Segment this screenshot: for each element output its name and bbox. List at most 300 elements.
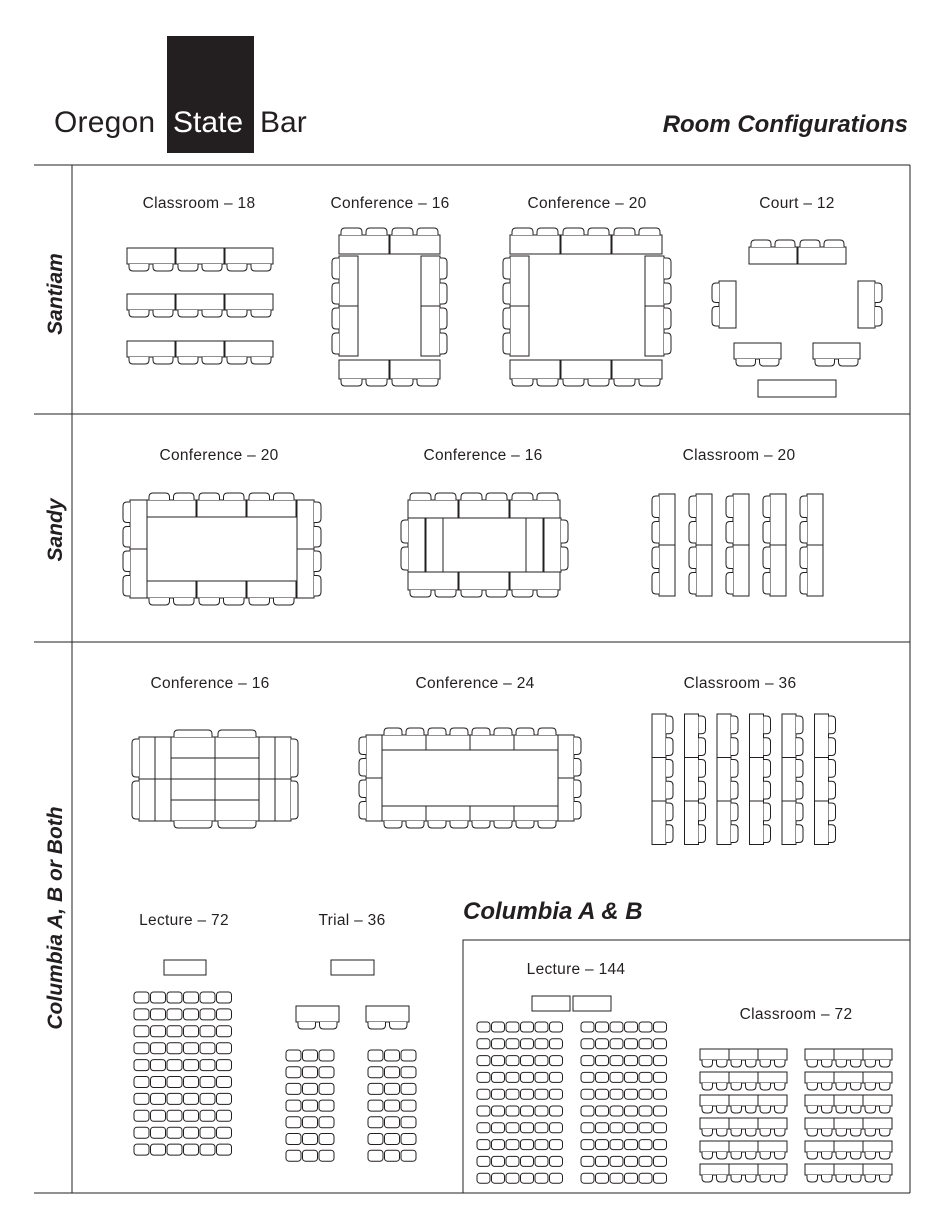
table	[510, 360, 560, 379]
table	[275, 737, 291, 779]
seat	[151, 1093, 166, 1104]
seat	[401, 1100, 416, 1111]
chair	[699, 716, 706, 734]
seat	[167, 1144, 182, 1155]
table	[685, 801, 699, 845]
seat	[625, 1089, 638, 1099]
table	[390, 235, 440, 254]
seat	[654, 1039, 667, 1049]
chair	[538, 821, 556, 828]
seat	[550, 1022, 563, 1032]
chair	[341, 379, 362, 386]
seat	[596, 1056, 609, 1066]
chair	[406, 728, 424, 735]
table	[717, 758, 731, 802]
table	[421, 256, 440, 306]
seat	[401, 1083, 416, 1094]
seat	[134, 992, 149, 1003]
chair	[652, 573, 659, 595]
chair	[764, 716, 771, 734]
table	[758, 1118, 787, 1129]
plan-columbia-ab-classroom	[700, 1049, 892, 1182]
chair	[807, 1060, 818, 1067]
chair	[829, 825, 836, 843]
chair	[666, 760, 673, 778]
seat	[385, 1100, 400, 1111]
table	[858, 281, 875, 328]
seat	[385, 1150, 400, 1161]
chair	[836, 1060, 847, 1067]
seat	[550, 1089, 563, 1099]
table	[782, 758, 796, 802]
table	[782, 714, 796, 758]
chair	[880, 1152, 891, 1159]
chair	[563, 228, 584, 235]
chair	[538, 728, 556, 735]
table	[382, 735, 426, 750]
seat	[151, 1110, 166, 1121]
chair	[666, 825, 673, 843]
chair	[503, 283, 510, 304]
seat	[477, 1039, 490, 1049]
chair	[428, 821, 446, 828]
chair	[764, 760, 771, 778]
plan-columbia-lecture	[134, 960, 232, 1155]
table	[176, 294, 224, 310]
seat	[385, 1083, 400, 1094]
logo-text-box: State	[173, 106, 244, 139]
table	[758, 1095, 787, 1106]
seat	[217, 1077, 232, 1088]
seat	[385, 1134, 400, 1145]
table	[366, 735, 382, 778]
chair	[512, 379, 533, 386]
chair	[537, 590, 558, 597]
chair	[836, 1106, 847, 1113]
chair	[829, 781, 836, 799]
seat	[319, 1083, 334, 1094]
table	[510, 256, 529, 306]
chair	[384, 728, 402, 735]
seat	[639, 1106, 652, 1116]
seat	[492, 1140, 505, 1150]
table	[366, 778, 382, 821]
table	[510, 235, 560, 254]
chair	[829, 716, 836, 734]
seat	[581, 1056, 594, 1066]
seat	[134, 1043, 149, 1054]
chair	[149, 598, 170, 605]
seat	[184, 1077, 199, 1088]
chair	[664, 333, 671, 354]
chair	[712, 283, 719, 303]
table	[758, 1141, 787, 1152]
seat	[286, 1150, 301, 1161]
chair	[689, 573, 696, 595]
chair	[639, 379, 660, 386]
chair	[664, 283, 671, 304]
table	[729, 1049, 758, 1060]
chair	[174, 730, 212, 737]
table	[390, 360, 440, 379]
seat	[184, 1026, 199, 1037]
chair	[392, 228, 413, 235]
table	[758, 1049, 787, 1060]
chair	[880, 1175, 891, 1182]
chair	[880, 1106, 891, 1113]
chair	[359, 737, 366, 755]
table	[215, 737, 259, 758]
seat	[167, 1043, 182, 1054]
table	[652, 758, 666, 802]
chair	[865, 1106, 876, 1113]
table	[275, 779, 291, 821]
seat	[654, 1072, 667, 1082]
chair	[666, 738, 673, 756]
chair	[807, 1106, 818, 1113]
chair	[218, 730, 256, 737]
chair	[461, 493, 482, 500]
seat	[477, 1140, 490, 1150]
chair	[875, 307, 882, 327]
table	[526, 518, 543, 572]
plan-columbia-trial	[286, 960, 416, 1161]
seat	[167, 1077, 182, 1088]
chair	[851, 1152, 862, 1159]
chair	[129, 310, 149, 317]
chair	[763, 547, 770, 569]
caption-columbia-conference-24: Conference – 24	[415, 675, 535, 692]
seat	[550, 1056, 563, 1066]
plan-santiam-court	[712, 240, 882, 397]
chair	[129, 264, 149, 271]
chair	[717, 1060, 728, 1067]
seat	[581, 1140, 594, 1150]
seat	[184, 992, 199, 1003]
seat	[200, 1077, 215, 1088]
table	[171, 800, 215, 821]
chair	[760, 1106, 771, 1113]
caption-columbia-lecture: Lecture – 72	[139, 912, 229, 929]
chair	[440, 258, 447, 279]
chair	[717, 1175, 728, 1182]
table	[834, 1164, 863, 1175]
chair	[274, 598, 295, 605]
table	[652, 714, 666, 758]
chair	[851, 1106, 862, 1113]
chair	[652, 496, 659, 518]
chair	[775, 240, 795, 247]
seat	[550, 1156, 563, 1166]
chair	[760, 1083, 771, 1090]
chair	[702, 1152, 713, 1159]
chair	[836, 1175, 847, 1182]
chair	[764, 738, 771, 756]
seat	[477, 1022, 490, 1032]
chair	[717, 1106, 728, 1113]
seat	[319, 1050, 334, 1061]
seat	[151, 992, 166, 1003]
seat	[368, 1117, 383, 1128]
chair	[486, 590, 507, 597]
seat	[477, 1123, 490, 1133]
chair	[298, 1022, 316, 1029]
table	[147, 500, 196, 517]
seat	[477, 1072, 490, 1082]
logo-text-right: Bar	[260, 106, 307, 139]
table	[366, 1006, 409, 1022]
seat	[535, 1106, 548, 1116]
chair	[227, 310, 247, 317]
table	[770, 545, 786, 596]
table	[805, 1141, 834, 1152]
table	[147, 581, 196, 598]
seat	[535, 1039, 548, 1049]
chair	[503, 333, 510, 354]
plan-santiam-conference-20	[503, 228, 671, 386]
seat	[535, 1089, 548, 1099]
seat	[506, 1039, 519, 1049]
table	[758, 1164, 787, 1175]
table	[225, 341, 273, 357]
seat	[625, 1156, 638, 1166]
seat	[610, 1156, 623, 1166]
chair	[880, 1060, 891, 1067]
chair	[291, 739, 298, 777]
seat	[303, 1067, 318, 1078]
chair	[332, 258, 339, 279]
chair	[251, 357, 271, 364]
table	[659, 494, 675, 545]
seat	[506, 1173, 519, 1183]
table	[863, 1164, 892, 1175]
seat	[535, 1156, 548, 1166]
chair	[731, 1175, 742, 1182]
chair	[865, 1129, 876, 1136]
chair	[699, 825, 706, 843]
seat	[596, 1140, 609, 1150]
chair	[664, 258, 671, 279]
seat	[654, 1022, 667, 1032]
seat	[506, 1106, 519, 1116]
chair	[796, 716, 803, 734]
table	[510, 500, 560, 518]
seat	[151, 1043, 166, 1054]
table	[729, 1095, 758, 1106]
table	[339, 256, 358, 306]
seat	[134, 1127, 149, 1138]
seat	[581, 1089, 594, 1099]
seat	[477, 1106, 490, 1116]
seat	[610, 1072, 623, 1082]
seat	[134, 1009, 149, 1020]
chair	[880, 1083, 891, 1090]
caption-santiam-conference-20: Conference – 20	[527, 195, 647, 212]
seat	[596, 1039, 609, 1049]
seat	[654, 1089, 667, 1099]
chair	[822, 1060, 833, 1067]
chair	[760, 1152, 771, 1159]
seat	[167, 1009, 182, 1020]
table	[652, 801, 666, 845]
table	[700, 1164, 729, 1175]
chair	[763, 522, 770, 544]
chair	[503, 258, 510, 279]
chair	[401, 520, 408, 543]
chair	[796, 738, 803, 756]
table	[470, 806, 514, 821]
seat	[303, 1083, 318, 1094]
seat	[610, 1106, 623, 1116]
row-label-santiam: Santiam	[44, 253, 67, 335]
seat	[639, 1089, 652, 1099]
table	[155, 737, 171, 779]
chair	[807, 1152, 818, 1159]
chair	[836, 1083, 847, 1090]
seat	[596, 1022, 609, 1032]
table	[297, 500, 314, 549]
chair	[764, 825, 771, 843]
table	[805, 1164, 834, 1175]
caption-santiam-classroom: Classroom – 18	[142, 195, 256, 212]
chair	[450, 821, 468, 828]
caption-sandy-conference-20: Conference – 20	[159, 447, 279, 464]
chair	[717, 1129, 728, 1136]
seat	[303, 1117, 318, 1128]
seat	[654, 1123, 667, 1133]
seat	[217, 1110, 232, 1121]
chair	[699, 760, 706, 778]
table	[470, 735, 514, 750]
chair	[359, 759, 366, 777]
seat	[550, 1123, 563, 1133]
table	[171, 758, 215, 779]
seat	[581, 1156, 594, 1166]
seat	[368, 1150, 383, 1161]
seat	[625, 1022, 638, 1032]
chair	[702, 1129, 713, 1136]
table	[700, 1072, 729, 1083]
seat	[492, 1156, 505, 1166]
chair	[440, 308, 447, 329]
plan-columbia-classroom	[652, 714, 836, 845]
seat	[654, 1173, 667, 1183]
table	[408, 500, 458, 518]
seat	[477, 1089, 490, 1099]
chair	[726, 522, 733, 544]
chair	[614, 228, 635, 235]
seat	[535, 1072, 548, 1082]
seat	[639, 1140, 652, 1150]
chair	[227, 357, 247, 364]
seat	[521, 1039, 534, 1049]
seat	[401, 1067, 416, 1078]
seat	[654, 1140, 667, 1150]
seat	[134, 1110, 149, 1121]
chair	[561, 547, 568, 570]
chair	[202, 264, 222, 271]
table	[339, 235, 389, 254]
table	[758, 380, 836, 397]
chair	[764, 803, 771, 821]
chair	[731, 803, 738, 821]
chair	[702, 1060, 713, 1067]
seat	[286, 1117, 301, 1128]
chair	[851, 1175, 862, 1182]
chair	[149, 493, 170, 500]
seat	[319, 1117, 334, 1128]
seat	[581, 1072, 594, 1082]
seat	[217, 1026, 232, 1037]
chair	[435, 590, 456, 597]
seat	[303, 1150, 318, 1161]
table	[459, 500, 509, 518]
seat	[521, 1089, 534, 1099]
chair	[588, 228, 609, 235]
table	[510, 306, 529, 356]
chair	[486, 493, 507, 500]
section-title-columbia-ab: Columbia A & B	[463, 898, 643, 925]
chair	[227, 264, 247, 271]
chair	[251, 310, 271, 317]
table	[834, 1049, 863, 1060]
table	[807, 494, 823, 545]
table	[259, 737, 275, 779]
table	[130, 500, 147, 549]
chair	[851, 1129, 862, 1136]
chair	[731, 738, 738, 756]
seat	[200, 1127, 215, 1138]
chair	[202, 310, 222, 317]
chair	[702, 1175, 713, 1182]
table	[805, 1072, 834, 1083]
chair	[800, 496, 807, 518]
table	[700, 1049, 729, 1060]
seat	[625, 1072, 638, 1082]
seat	[134, 1060, 149, 1071]
chair	[746, 1152, 757, 1159]
seat	[217, 1093, 232, 1104]
seat	[401, 1117, 416, 1128]
chair	[731, 760, 738, 778]
chair	[726, 496, 733, 518]
chair	[726, 547, 733, 569]
seat	[610, 1173, 623, 1183]
logo-text-left: Oregon	[54, 106, 156, 139]
chair	[123, 551, 130, 572]
chair	[366, 228, 387, 235]
table	[696, 494, 712, 545]
caption-sandy-conference-16: Conference – 16	[423, 447, 543, 464]
chair	[417, 228, 438, 235]
seat	[581, 1039, 594, 1049]
table	[139, 779, 155, 821]
table	[798, 247, 846, 264]
chair	[178, 310, 198, 317]
chair	[218, 821, 256, 828]
table	[215, 800, 259, 821]
chair	[796, 803, 803, 821]
chair	[494, 728, 512, 735]
chair	[775, 1175, 786, 1182]
seat	[596, 1106, 609, 1116]
chair	[689, 547, 696, 569]
plan-santiam-classroom	[127, 248, 273, 364]
seat	[492, 1173, 505, 1183]
chair	[689, 496, 696, 518]
seat	[151, 1127, 166, 1138]
seat	[581, 1022, 594, 1032]
